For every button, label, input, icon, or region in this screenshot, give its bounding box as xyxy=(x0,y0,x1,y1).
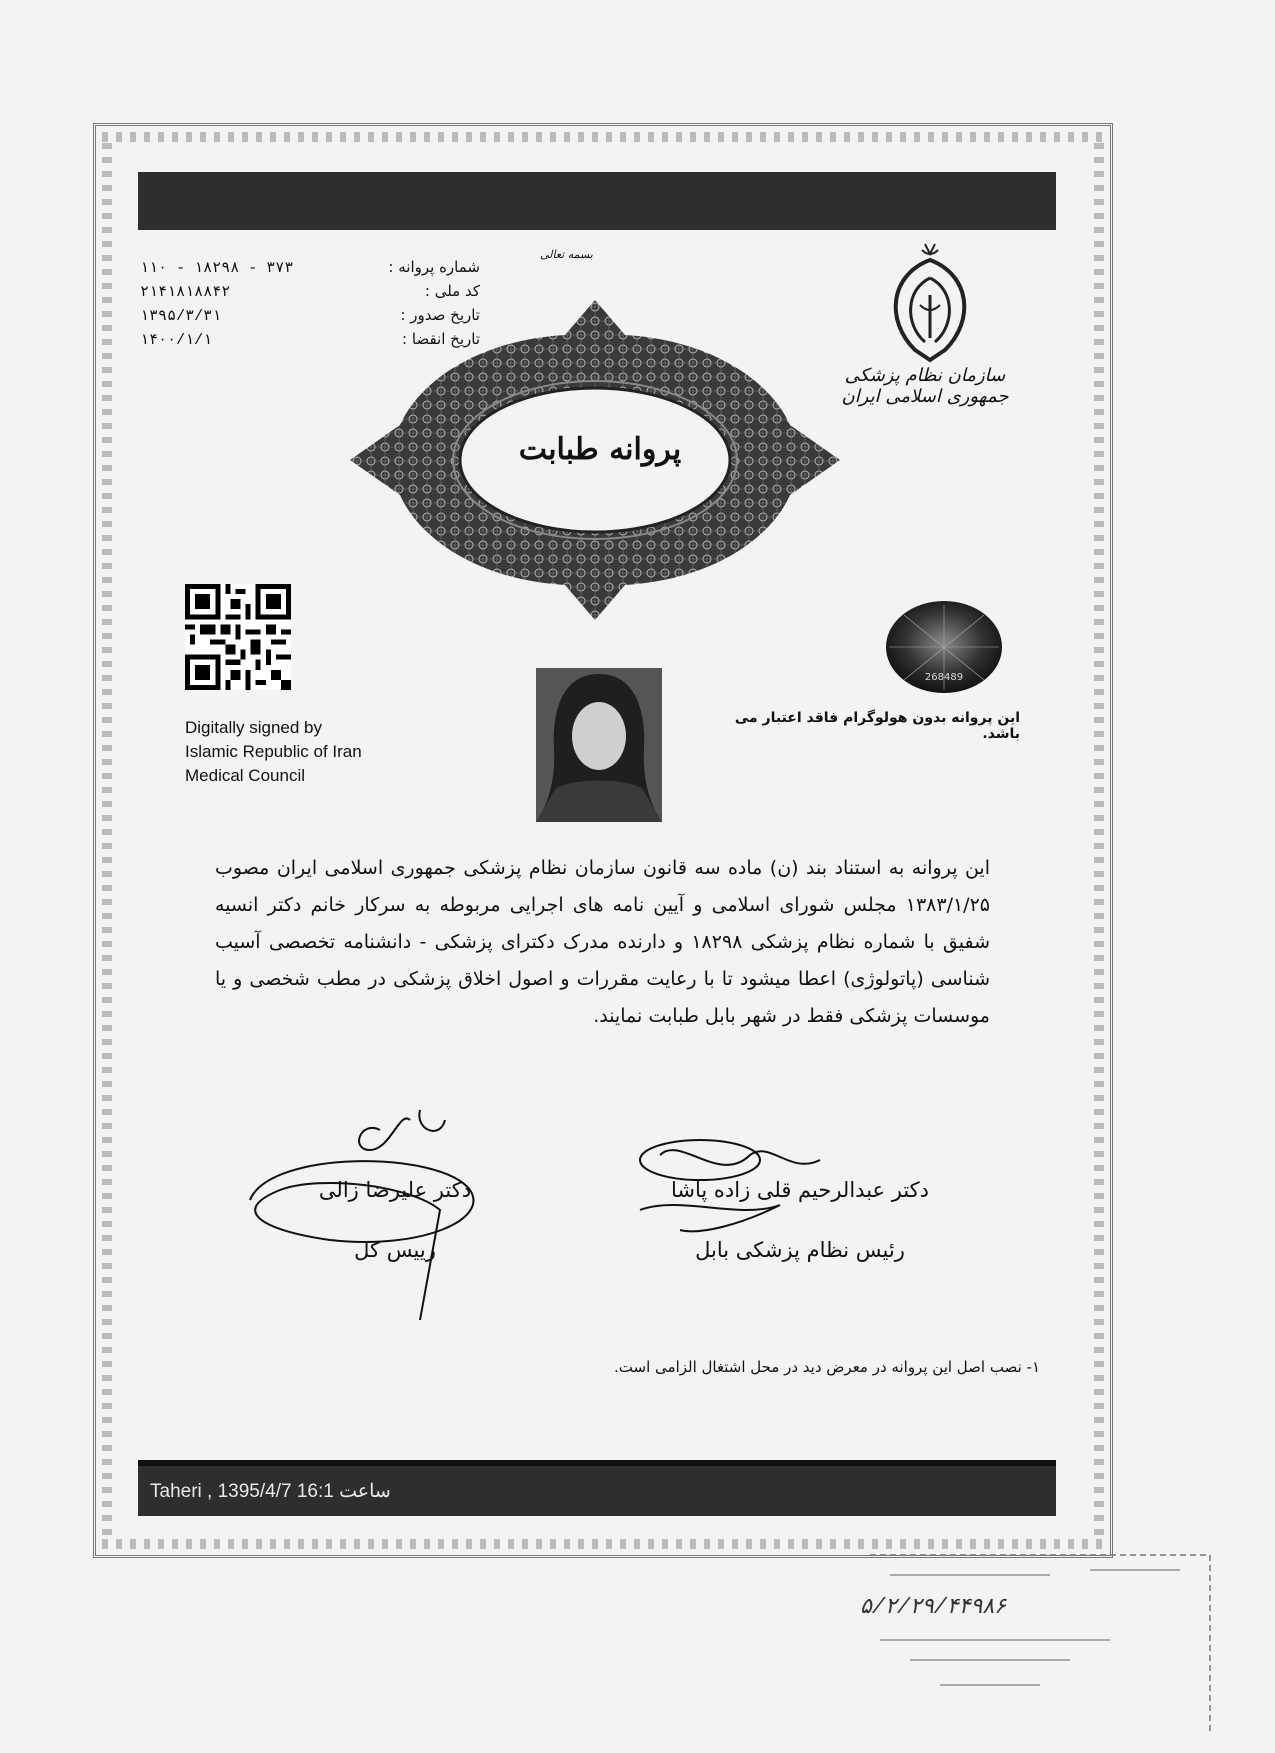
invocation-text: بسمه تعالی xyxy=(540,248,593,261)
portrait-icon xyxy=(536,668,662,822)
issue-date-value: ۱۳۹۵/۳/۳۱ xyxy=(140,307,222,325)
signatory-right-name: دکتر عبدالرحیم قلی زاده پاشا xyxy=(670,1178,930,1202)
holder-photo xyxy=(536,668,662,822)
org-name: سازمان نظام پزشکی جمهوری اسلامی ایران xyxy=(841,365,1009,407)
print-stamp: Taheri , 1395/4/7 16:1 ساعت xyxy=(150,1481,391,1502)
signatory-right xyxy=(660,1160,940,1280)
medical-council-logo-icon xyxy=(870,240,990,365)
digital-signature-note xyxy=(185,716,362,788)
digital-signature-line1: Digitally signed by xyxy=(185,718,323,737)
qr-code-icon xyxy=(185,584,291,690)
document-title: پروانه طبابت xyxy=(518,432,682,467)
signatory-left-name: دکتر علیرضا زالی xyxy=(318,1178,472,1202)
expiry-date-value: ۱۴۰۰/۱/۱ xyxy=(140,331,213,349)
header-bar xyxy=(138,172,1056,230)
signatory-right-role: رئیس نظام پزشکی بابل xyxy=(695,1238,905,1262)
national-id-label: کد ملی : xyxy=(424,282,480,300)
info-row-license-number xyxy=(140,255,480,279)
digital-signature-line2: Islamic Republic of Iran xyxy=(185,742,362,761)
license-body-text: این پروانه به استناد بند (ن) ماده سه قانون سازمان نظام پزشکی جمهوری اسلامی ایران مصوب ۱۳۸۳/۱/۲۵ مجلس شورای اسلامی و آیین نامه های اجرایی مربوطه به سرکار خانم دکتر انسیه شفیق با شماره نظام پزشکی ۱۸۲۹۸ و دارنده مدرک دکترای پزشکی - دانشنامه تخصصی آسیب شناسی (پاتولوژی) اعطا میشود تا با رعایت مقررات و اصول اخلاق پزشکی در مطب شخصی و یا موسسات پزشکی فقط در شهر بابل طبابت نمایند. xyxy=(215,857,991,1027)
hologram-note: این پروانه بدون هولوگرام فاقد اعتبار می باشد. xyxy=(734,710,1020,742)
signatory-left-role: رییس کل xyxy=(354,1238,436,1262)
digital-signature-line3: Medical Council xyxy=(185,766,305,785)
hologram-seal-icon xyxy=(884,600,1004,695)
expiry-date-label: تاریخ انقضا : xyxy=(402,330,480,348)
signatory-left xyxy=(290,1160,500,1280)
handwritten-reference-number: ۵/۲/۲۹/۴۴۹۸۶ xyxy=(860,1595,1006,1620)
display-notice: ۱- نصب اصل این پروانه در معرض دید در محل اشتغال الزامی است. xyxy=(614,1358,1040,1376)
issue-date-label: تاریخ صدور : xyxy=(400,306,480,324)
license-number-label: شماره پروانه : xyxy=(388,258,480,276)
license-number-value: ۱۱۰ - ۱۸۲۹۸ - ۳۷۳ xyxy=(140,259,294,277)
national-id-value: ۲۱۴۱۸۱۸۸۴۲ xyxy=(140,283,231,301)
margin-stamp-icon xyxy=(850,1545,1230,1745)
hologram-serial: 268489 xyxy=(924,672,964,683)
footer-bar xyxy=(138,1460,1056,1516)
